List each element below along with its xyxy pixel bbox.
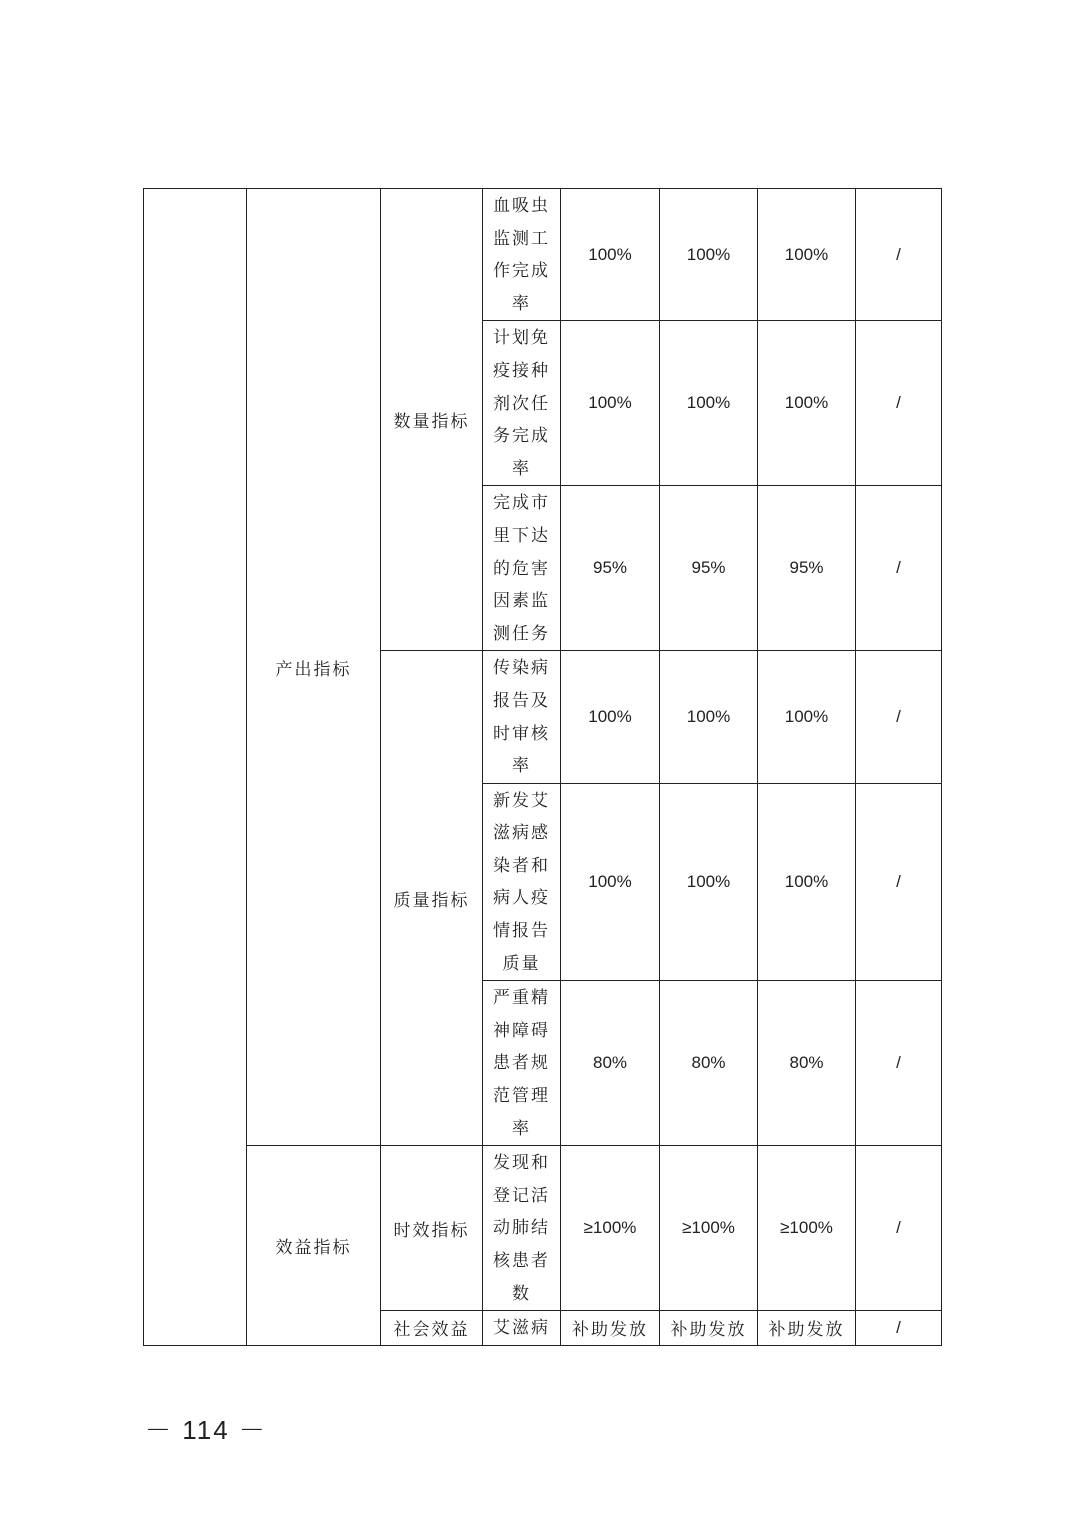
value-cell: 100%	[561, 321, 660, 486]
indicator-line: 滋病感	[493, 823, 550, 844]
value-cell: 80%	[758, 981, 856, 1146]
indicator-name	[483, 486, 561, 651]
indicator-line: 动肺结	[493, 1218, 550, 1239]
indicator-line: 艾滋病	[493, 1318, 550, 1339]
value-cell: /	[856, 189, 942, 321]
indicator-line: 率	[512, 293, 531, 314]
indicator-line: 里下达	[493, 525, 550, 546]
indicator-line: 疫接种	[493, 360, 550, 381]
table-row	[144, 1146, 942, 1311]
indicator-line: 发现和	[493, 1153, 550, 1174]
value-cell: /	[856, 1146, 942, 1311]
level1-cell	[144, 189, 247, 1346]
indicator-line: 血吸虫	[493, 196, 550, 216]
indicator-name	[483, 1146, 561, 1311]
value-cell: 补助发放	[758, 1311, 856, 1346]
indicator-name	[483, 981, 561, 1146]
indicator-line: 率	[512, 1118, 531, 1139]
indicator-line: 核患者	[493, 1251, 550, 1271]
value-cell: 补助发放	[660, 1311, 758, 1346]
value-cell: 100%	[758, 783, 856, 981]
indicator-line: 监测工	[493, 228, 550, 249]
indicator-line: 因素监	[493, 591, 550, 612]
indicator-line: 严重精	[493, 988, 550, 1009]
indicator-name	[483, 1311, 561, 1346]
value-cell: 100%	[758, 321, 856, 486]
indicator-name	[483, 321, 561, 486]
value-cell: /	[856, 486, 942, 651]
value-cell: 100%	[561, 189, 660, 321]
indicator-line: 染者和	[493, 855, 550, 876]
value-cell: 100%	[758, 651, 856, 783]
table-row	[144, 189, 942, 321]
indicator-line: 情报告	[493, 921, 550, 942]
value-cell: 100%	[660, 783, 758, 981]
value-cell: 100%	[561, 783, 660, 981]
indicator-line: 范管理	[493, 1086, 550, 1107]
indicator-line: 的危害	[493, 558, 550, 579]
indicator-line: 测任务	[493, 623, 550, 644]
level3-timeliness-cell: 时效指标	[381, 1146, 483, 1311]
indicator-name	[483, 189, 561, 321]
value-cell: /	[856, 1311, 942, 1346]
value-cell: /	[856, 321, 942, 486]
indicator-line: 时审核	[493, 723, 550, 744]
level3-social-cell: 社会效益	[381, 1311, 483, 1346]
value-cell: 80%	[561, 981, 660, 1146]
indicator-line: 率	[512, 756, 531, 777]
value-cell: 补助发放	[561, 1311, 660, 1346]
value-cell: /	[856, 981, 942, 1146]
value-cell: /	[856, 651, 942, 783]
value-cell: ≥100%	[660, 1146, 758, 1311]
indicator-line: 质量	[502, 953, 541, 974]
indicator-line: 剂次任	[493, 393, 550, 414]
value-cell: 100%	[660, 321, 758, 486]
indicator-line: 务完成	[493, 426, 550, 447]
value-cell: 100%	[561, 651, 660, 783]
value-cell: ≥100%	[561, 1146, 660, 1311]
indicator-line: 率	[512, 458, 531, 479]
level2-benefit-cell: 效益指标	[247, 1146, 381, 1346]
level2-output-cell: 产出指标	[247, 189, 381, 1146]
indicator-line: 作完成	[493, 261, 550, 282]
indicator-line: 报告及	[493, 690, 550, 711]
indicator-line: 传染病	[493, 658, 550, 679]
value-cell: ≥100%	[758, 1146, 856, 1311]
value-cell: 95%	[561, 486, 660, 651]
value-cell: 95%	[758, 486, 856, 651]
level3-quantity-cell: 数量指标	[381, 189, 483, 651]
indicator-line: 患者规	[493, 1053, 550, 1074]
indicator-line: 数	[512, 1283, 531, 1304]
level3-quality-cell: 质量指标	[381, 651, 483, 1146]
value-cell: 100%	[758, 189, 856, 321]
value-cell: 100%	[660, 189, 758, 321]
indicator-line: 计划免	[493, 328, 550, 349]
indicator-line: 登记活	[493, 1185, 550, 1206]
indicator-line: 新发艾	[493, 790, 550, 811]
value-cell: 95%	[660, 486, 758, 651]
value-cell: 80%	[660, 981, 758, 1146]
value-cell: /	[856, 783, 942, 981]
value-cell: 100%	[660, 651, 758, 783]
indicator-line: 完成市	[493, 493, 550, 514]
indicator-line: 病人疫	[493, 888, 550, 909]
indicator-name	[483, 651, 561, 783]
indicator-line: 神障碍	[493, 1020, 550, 1041]
performance-indicator-table	[143, 188, 942, 1346]
indicator-name	[483, 783, 561, 981]
page-number: － 114 －	[145, 1415, 267, 1445]
